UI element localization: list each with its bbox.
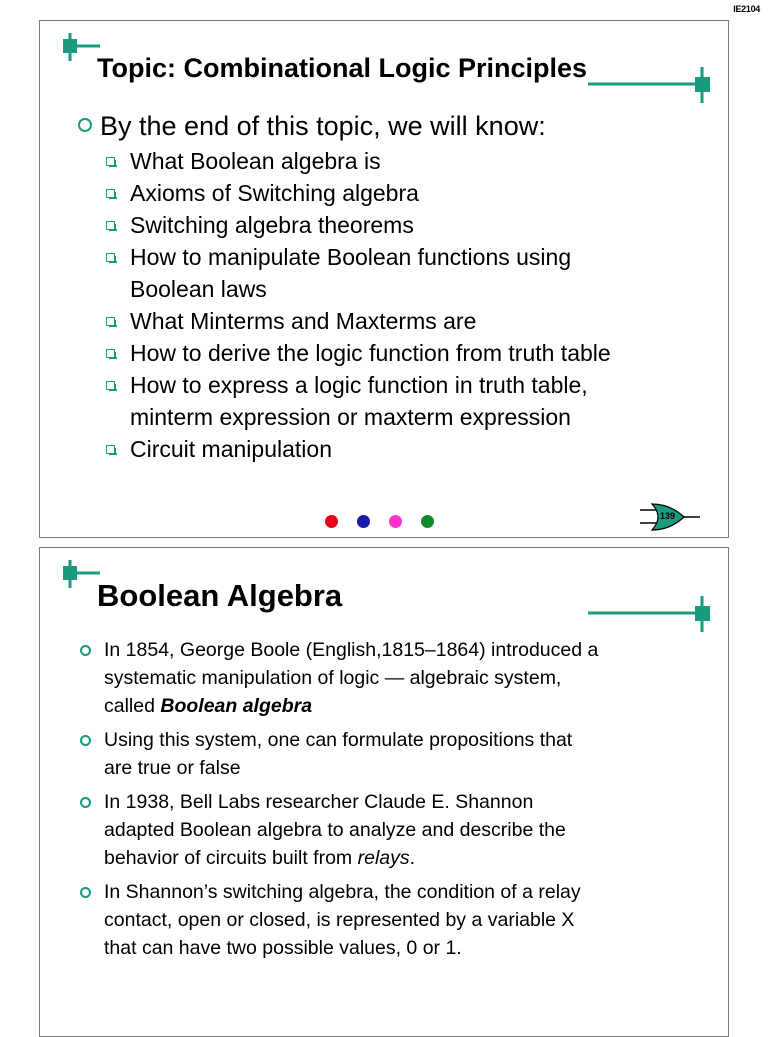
bullet-circle-icon — [78, 118, 92, 132]
list-item: Switching algebra theorems — [106, 209, 611, 241]
checkbox-bullet-icon — [106, 317, 115, 326]
intro-bullet — [78, 111, 546, 142]
slide-title: Boolean Algebra — [97, 578, 343, 613]
list-item: In Shannon’s switching algebra, the condition of a relay contact, open or closed, is represented by a variable X that can have two possible values, 0 or 1. — [78, 878, 718, 962]
sparkle-decoration-icon — [56, 558, 102, 592]
sparkle-decoration-icon — [586, 594, 720, 634]
sparkle-decoration-icon — [56, 31, 102, 65]
list-item: In 1854, George Boole (English,1815–1864) introduced a systematic manipulation of logic — algebraic system, called Boolean algebra — [78, 636, 718, 720]
bullet-circle-icon — [80, 797, 91, 808]
list-item: Using this system, one can formulate propositions that are true or false — [78, 726, 718, 782]
nav-dot-green — [421, 515, 434, 528]
list-item: How to express a logic function in truth table, — [106, 369, 611, 401]
checkbox-bullet-icon — [106, 157, 115, 166]
emphasis-term: relays — [357, 847, 410, 869]
nav-dot-red — [325, 515, 338, 528]
bullet-circle-icon — [80, 887, 91, 898]
checkbox-bullet-icon — [106, 381, 115, 390]
checkbox-bullet-icon — [106, 349, 115, 358]
list-item: In 1938, Bell Labs researcher Claude E. Shannon adapted Boolean algebra to analyze and describe the behavior of circuits built from relays. — [78, 788, 718, 872]
slide-boolean-algebra — [39, 547, 729, 1037]
emphasis-term: Boolean algebra — [160, 695, 313, 717]
list-item: What Boolean algebra is — [106, 145, 611, 177]
list-item-continuation: minterm expression or maxterm expression — [130, 404, 571, 430]
list-item: What Minterms and Maxterms are — [106, 305, 611, 337]
list-item: Axioms of Switching algebra — [106, 177, 611, 209]
page-number: 139 — [660, 511, 676, 521]
checkbox-bullet-icon — [106, 253, 115, 262]
list-item: Circuit manipulation — [106, 433, 611, 465]
intro-text: By the end of this topic, we will know: — [100, 111, 546, 141]
checkbox-bullet-icon — [106, 189, 115, 198]
slide-combinational-logic — [39, 20, 729, 538]
bullet-circle-icon — [80, 645, 91, 656]
slide-title: Topic: Combinational Logic Principles — [97, 53, 588, 83]
bullet-circle-icon — [80, 735, 91, 746]
checkbox-bullet-icon — [106, 221, 115, 230]
list-item: How to manipulate Boolean functions using — [106, 241, 611, 273]
checkbox-bullet-icon — [106, 445, 115, 454]
sparkle-decoration-icon — [586, 65, 720, 105]
nav-dot-magenta — [389, 515, 402, 528]
nav-dot-blue — [357, 515, 370, 528]
objectives-list — [106, 145, 611, 465]
nav-dots — [325, 515, 434, 528]
list-item: How to derive the logic function from truth table — [106, 337, 611, 369]
document-header-code: IE2104 — [733, 4, 760, 14]
list-item-continuation: Boolean laws — [130, 276, 267, 302]
boolean-bullets — [78, 636, 718, 968]
